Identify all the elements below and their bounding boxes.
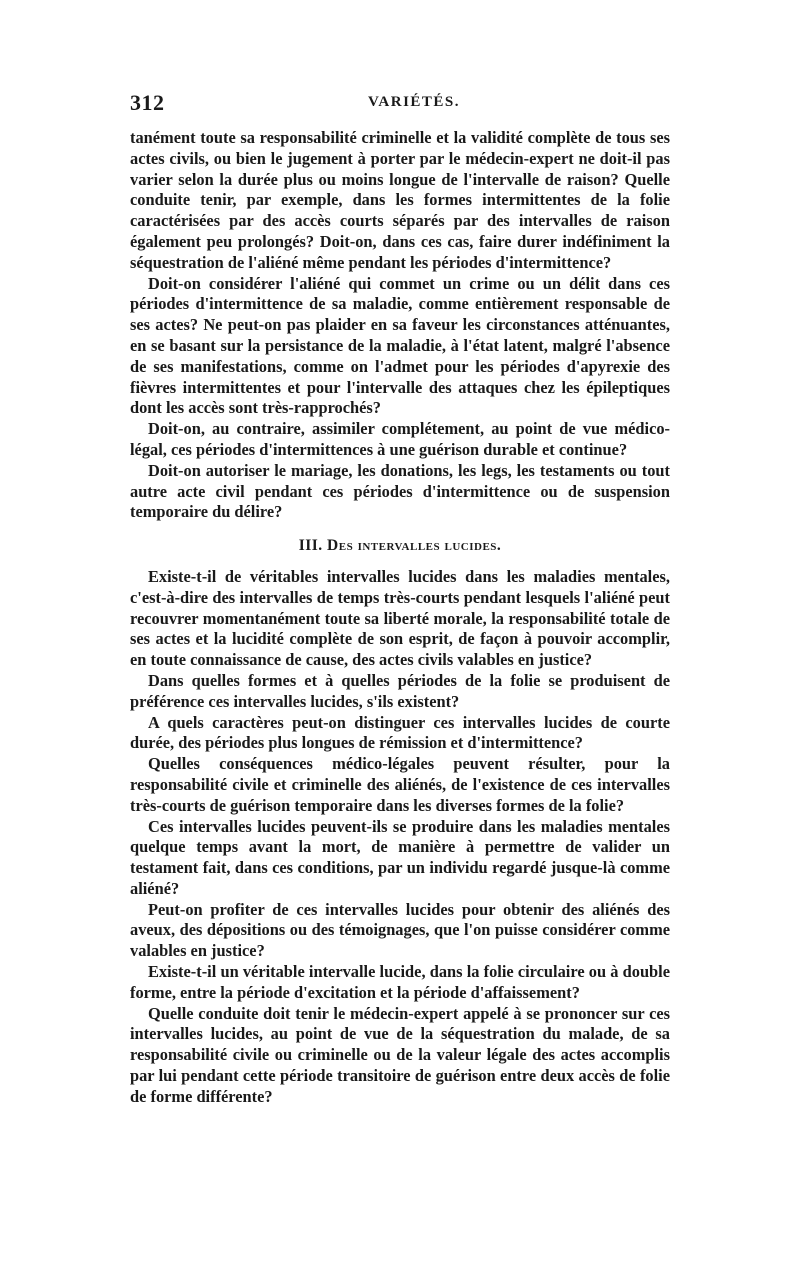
paragraph: Doit-on, au contraire, assimiler complétement, au point de vue médico-légal, ces périodes d'intermittences à une guérison durable et continue? [130, 419, 670, 459]
running-head [130, 90, 670, 120]
paragraph: Doit-on autoriser le mariage, les donations, les legs, les testaments ou tout autre acte civil pendant ces périodes d'intermittence ou de suspension temporaire du délire? [130, 460, 670, 522]
section-heading: III. Des intervalles lucides. [298, 537, 502, 555]
paragraph: tanément toute sa responsabilité criminelle et la validité complète de tous ses actes civils, ou bien le jugement à porter par le médecin-expert ne doit-il pas varier selon la durée plus ou moins longue de l'intervalle de raison? Quelle conduite tenir, par exemple, dans les formes intermittentes de la folie caractérisées par des accès courts séparés par des intervalles de raison également peu prolongés? Doit-on, dans ces cas, faire durer indéfiniment la séquestration de l'aliéné même pendant les périodes d'intermittence? [130, 128, 670, 272]
paragraph: Peut-on profiter de ces intervalles lucides pour obtenir des aliénés des aveux, des dépositions ou des témoignages, que l'on puisse considérer comme valables en justice? [130, 899, 670, 961]
paragraph: Quelle conduite doit tenir le médecin-expert appelé à se prononcer sur ces intervalles lucides, au point de vue de la séquestration du malade, de sa responsabilité civile ou criminelle ou de la valeur légale des actes accomplis par lui pendant cette période transitoire de guérison entre deux accès de folie de forme différente? [130, 1003, 670, 1106]
paragraph: Quelles conséquences médico-légales peuvent résulter, pour la responsabilité civile et criminelle des aliénés, de l'existence de ces intervalles très-courts de guérison temporaire dans les diverses formes de la folie? [130, 754, 670, 815]
running-title: VARIÉTÉS. [368, 94, 461, 110]
paragraph: Existe-t-il un véritable intervalle lucide, dans la folie circulaire ou à double forme, entre la période d'excitation et la période d'affaissement? [130, 962, 670, 1002]
paragraph: Ces intervalles lucides peuvent-ils se produire dans les maladies mentales quelque temps avant la mort, de manière à permettre de valider un testament fait, dans ces conditions, par un individu regardé jusque-là comme aliéné? [130, 816, 670, 898]
page-number: 312 [130, 90, 165, 115]
paragraph: A quels caractères peut-on distinguer ces intervalles lucides de courte durée, des périodes plus longues de rémission et d'intermittence? [130, 712, 670, 753]
paragraph: Doit-on considérer l'aliéné qui commet un crime ou un délit dans ces périodes d'intermittence de sa maladie, comme entièrement responsable de ses actes? Ne peut-on pas plaider en sa faveur les circonstances atténuantes, en se basant sur la persistance de la maladie, à l'état latent, malgré l'absence de ses manifestations, comme on l'admet pour les périodes d'apyrexie des fièvres intermittentes et pour l'intervalle des attaques chez les épileptiques dont les accès sont très-rapprochés? [130, 273, 670, 418]
body-text [130, 128, 670, 1108]
paragraph: Existe-t-il de véritables intervalles lucides dans les maladies mentales, c'est-à-dire des intervalles de temps très-courts pendant lesquels l'aliéné peut recouvrer momentanément toute sa liberté morale, la responsabilité totale de ses actes et la lucidité complète de son esprit, de façon à pouvoir accomplir, en toute connaissance de cause, des actes civils valables en justice? [130, 566, 670, 670]
paragraph: Dans quelles formes et à quelles périodes de la folie se produisent de préférence ces intervalles lucides, s'ils existent? [130, 670, 670, 711]
